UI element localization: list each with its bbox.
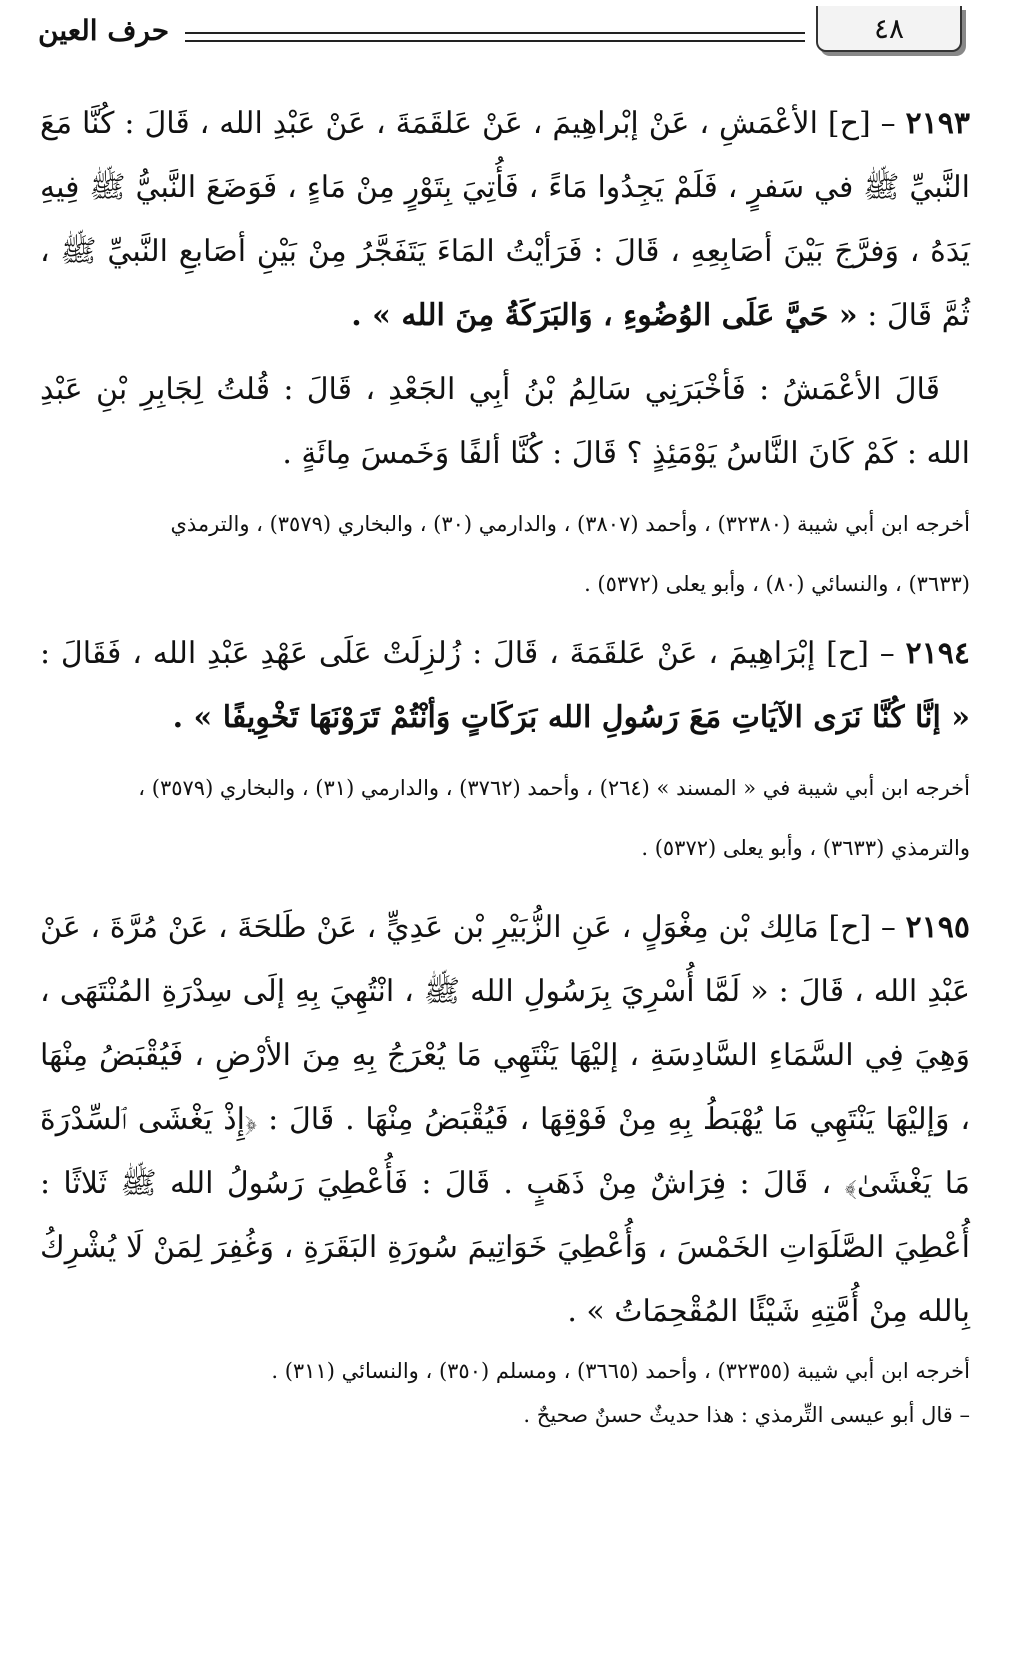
hadith-body: – [ح] إبْرَاهِيمَ ، عَنْ عَلقَمَةَ ، قَالَ : زُلزِلَتْ عَلَى عَهْدِ عَبْدِ الله ، فَقَالَ : — [40, 636, 895, 671]
chapter-title: حرف العين — [38, 14, 170, 47]
page-content — [40, 92, 970, 1440]
takhrij-line: أخرجه ابن أبي شيبة (٣٢٣٥٥) ، وأحمد (٣٦٦٥) ، ومسلم (٣٥٠) ، والنسائي (٣١١) . — [271, 1359, 970, 1383]
header-rule — [185, 32, 805, 42]
hadith-quote: « لَمَّا أُسْرِيَ بِرَسُولِ الله ﷺ ، انْتُهِيَ بِهِ إلَى سِدْرَةِ المُنْتَهَى ، وَهِيَ فِي السَّمَاءِ السَّادِسَةِ ، إليْهَا يَنْتَهِي مَا يُعْرَجُ بِهِ مِنَ الأرْضِ ، فَيُقْبَضُ مِنْهَا ، وَإليْهَا يَنْتَهِي مَا يُهْبَطُ بِهِ مِنْ فَوْقِهَا ، فَيُقْبَضُ مِنْهَا . قَالَ : ﴿إِذْ يَغْشَى ٱلسِّدْرَةَ مَا يَغْشَىٰ﴾ ، قَالَ : فِرَاشٌ مِنْ ذَهَبٍ . قَالَ : فَأُعْطِيَ رَسُولُ الله ﷺ ثَلاثًا : أُعْطِيَ الصَّلَوَاتِ الخَمْسَ ، وَأُعْطِيَ خَوَاتِيمَ سُورَةِ البَقَرَةِ ، وَغُفِرَ لِمَنْ لَا يُشْرِكُ بِالله مِنْ أُمَّتِهِ شَيْئًا المُقْحِمَاتُ » . — [40, 974, 970, 1329]
page-header — [0, 0, 1010, 70]
takhrij-line: والترمذي (٣٦٣٣) ، وأبو يعلى (٥٣٧٢) . — [641, 836, 970, 860]
hadith-body: – [ح] مَالِك بْن مِغْوَلٍ ، عَنِ الزُّبَيْرِ بْن عَدِيٍّ ، عَنْ طَلحَةَ ، عَنْ مُرَّةَ ، عَنْ عَبْدِ الله ، قَالَ : — [40, 910, 970, 1009]
page-number: ٤٨ — [873, 11, 905, 45]
takhrij-line: أخرجه ابن أبي شيبة في « المسند » (٢٦٤) ، وأحمد (٣٧٦٢) ، والدارمي (٣١) ، والبخاري (٣٥٧٩) ، — [138, 776, 970, 800]
hadith-body: – [ح] الأعْمَشِ ، عَنْ إبْراهِيمَ ، عَنْ عَلقَمَةَ ، عَنْ عَبْدِ الله ، قَالَ : كُنَّا مَعَ النَّبيِّ ﷺ في سَفرٍ ، فَلَمْ يَجِدُوا مَاءً ، فَأُتِيَ بِتَوْرٍ مِنْ مَاءٍ ، فَوَضَعَ النَّبيُّ ﷺ فِيهِ يَدَهُ ، وَفرَّجَ بَيْنَ أصَابِعِهِ ، قَالَ : فَرَأيْتُ المَاءَ يَتَفَجَّرُ مِنْ بَيْنِ أصَابعِ النَّبيِّ ﷺ ، ثُمَّ قَالَ : — [40, 106, 970, 333]
hadith-number: ٢١٩٥ — [905, 910, 970, 945]
spacer — [40, 886, 970, 896]
hadith-2195 — [40, 896, 970, 1344]
hadith-number: ٢١٩٤ — [905, 636, 970, 671]
hadith-quote: « حَيَّ عَلَى الوُضُوءِ ، وَالبَرَكَةُ مِنَ الله » . — [351, 298, 858, 333]
takhrij-line: أخرجه ابن أبي شيبة (٣٢٣٨٠) ، وأحمد (٣٨٠٧) ، والدارمي (٣٠) ، والبخاري (٣٥٧٩) ، والترمذي — [170, 512, 970, 536]
hadith-continuation: قَالَ الأعْمَشُ : فَأخْبَرَنِي سَالِمُ بْنُ أبِي الجَعْدِ ، قَالَ : قُلتُ لِجَابِرِ بْنِ عَبْدِ الله : كَمْ كَانَ النَّاسُ يَوْمَئِذٍ ؟ قَالَ : كُنَّا ألفًا وَخَمسَ مِائَةٍ . — [40, 372, 970, 471]
hadith-quote: « إنَّا كُنَّا نَرَى الآيَاتِ مَعَ رَسُولِ الله بَرَكَاتٍ وَأنْتُمْ تَرَوْنَهَا تَخْوِيفًا » . — [172, 700, 970, 735]
hadith-2193 — [40, 92, 970, 348]
hadith-2194 — [40, 622, 970, 750]
hadith-number: ٢١٩٣ — [905, 106, 970, 141]
tirmidhi-grading: – قال أبو عيسى التِّرمذي : هذا حديثٌ حسنٌ صحيحٌ . — [523, 1403, 970, 1427]
takhrij-line: (٣٦٣٣) ، والنسائي (٨٠) ، وأبو يعلى (٥٣٧٢) . — [584, 572, 970, 596]
page-number-tab — [816, 6, 962, 52]
